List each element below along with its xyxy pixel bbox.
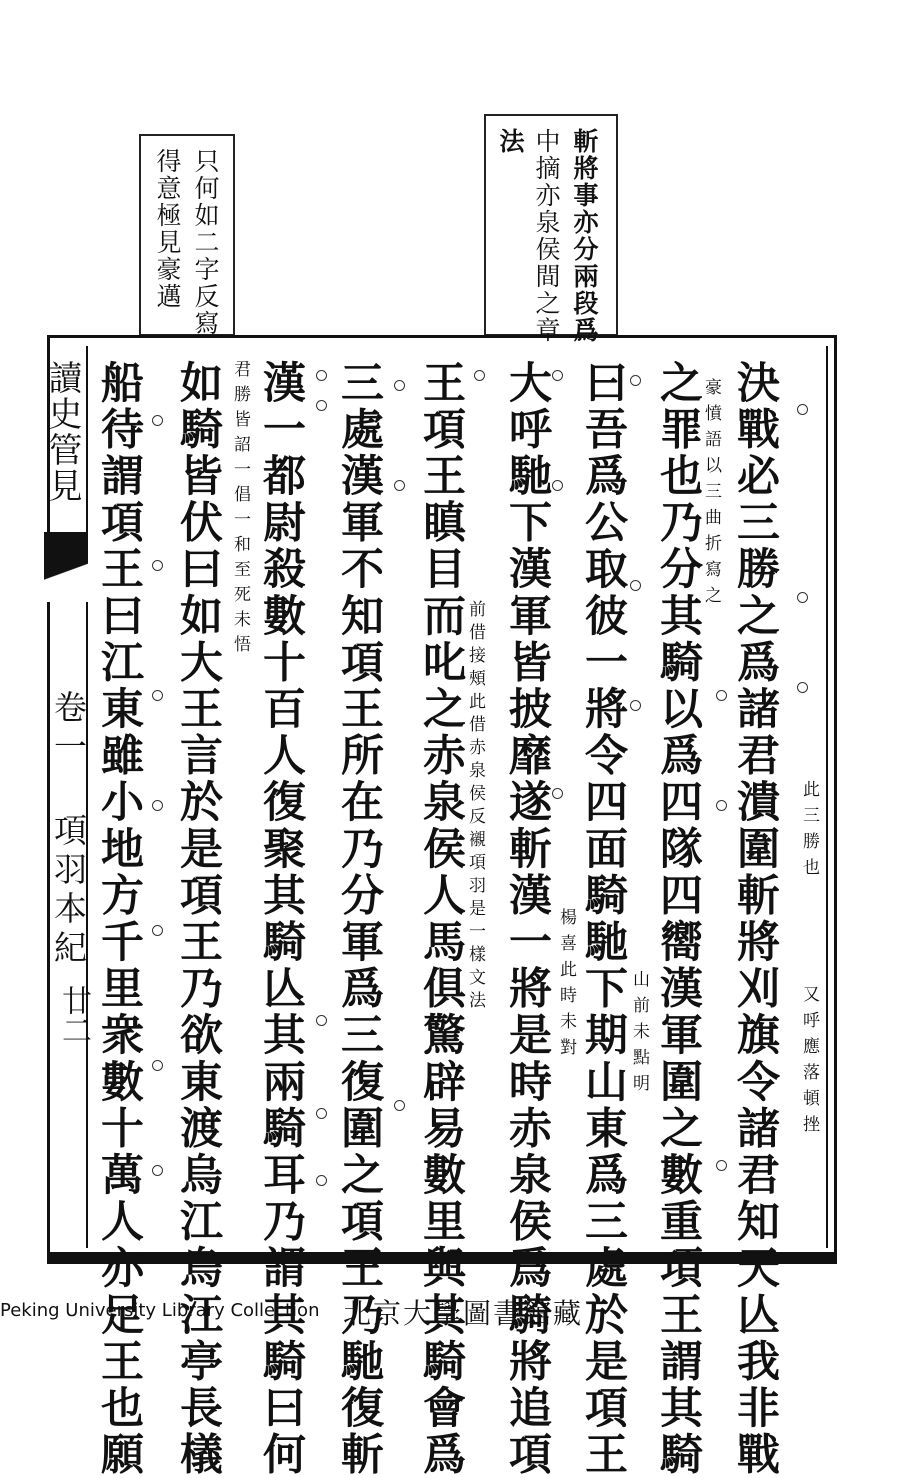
reading-mark-circle xyxy=(797,592,808,603)
note-chiquan-contrast: 前借接頰此借赤泉侯反襯項羽是一樣文法 xyxy=(465,600,485,1014)
reading-mark-circle xyxy=(316,1175,327,1186)
reading-mark-circle xyxy=(552,370,563,381)
note-yang-xi: 楊喜此時未對 xyxy=(556,908,576,1064)
collection-label-chinese: 北京大學圖書館藏 xyxy=(343,1297,584,1330)
text-column-3: 曰吾爲公取彼一將令四面騎馳下期山東爲三處於是項王 xyxy=(578,360,628,1478)
margin-section-title: 卷一 項羽本紀 xyxy=(49,690,88,969)
collection-label-english: Peking University Library Collection xyxy=(0,1300,320,1321)
reading-mark-circle xyxy=(630,580,641,591)
reading-mark-circle xyxy=(316,1015,327,1026)
head-note-left xyxy=(139,134,235,336)
page-number: 廿二 xyxy=(56,985,91,1045)
head-note-left-col2: 得意極見豪邁 xyxy=(153,148,182,310)
reading-mark-circle xyxy=(630,375,641,386)
note-heroic-words: 豪憤語以三曲折寫之 xyxy=(701,378,721,612)
note-three-victories: 此三勝也 xyxy=(799,780,819,884)
note-one-sings-one-echoes: 君勝皆詔一倡一和至死未悟 xyxy=(230,360,250,660)
text-column-1: 決戰必三勝之爲諸君潰圍斬將刈旗令諸君知天亾我非戰 xyxy=(730,360,780,1478)
text-column-8: 如騎皆伏曰如大王言於是項王乃欲東渡烏江烏江亭長檥 xyxy=(173,360,223,1478)
text-column-6: 三處漢軍不知項王所在乃分軍爲三復圍之項王乃馳復斬 xyxy=(334,360,384,1478)
reading-mark-circle xyxy=(716,690,727,701)
reading-mark-circle xyxy=(316,400,327,411)
reading-mark-circle xyxy=(152,800,163,811)
reading-mark-circle xyxy=(152,415,163,426)
reading-mark-circle xyxy=(316,370,327,381)
text-column-2: 之罪也乃分其騎以爲四隊四嚮漢軍圍之數重項王謂其騎 xyxy=(653,360,703,1478)
reading-mark-circle xyxy=(394,380,405,391)
text-column-9: 船待謂項王曰江東雖小地方千里衆數十萬人亦足王也願 xyxy=(94,360,144,1478)
head-note-left-col1: 只何如二字反寫 xyxy=(191,148,220,337)
reading-mark-circle xyxy=(152,560,163,571)
head-note-right xyxy=(484,114,618,344)
reading-mark-circle xyxy=(152,690,163,701)
text-column-5: 王項王瞋目而叱之赤泉侯人馬俱驚辟易數里與其騎會爲 xyxy=(416,360,466,1478)
reading-mark-circle xyxy=(152,1165,163,1176)
margin-book-title: 讀史管見 xyxy=(42,360,82,504)
reading-mark-circle xyxy=(152,925,163,936)
reading-mark-circle xyxy=(630,700,641,711)
reading-mark-circle xyxy=(552,788,563,799)
reading-mark-circle xyxy=(797,682,808,693)
note-mountain: 山前未點明 xyxy=(629,970,649,1100)
reading-mark-circle xyxy=(152,1060,163,1071)
reading-mark-circle xyxy=(474,370,485,381)
head-note-right-col3: 法 xyxy=(496,128,525,155)
reading-mark-circle xyxy=(716,1160,727,1171)
note-echo-cadence: 又呼應落頓挫 xyxy=(799,985,819,1141)
reading-mark-circle xyxy=(552,480,563,491)
reading-mark-circle xyxy=(716,800,727,811)
reading-mark-circle xyxy=(394,480,405,491)
margin-fishtail-mark xyxy=(44,532,88,602)
reading-mark-circle xyxy=(316,1108,327,1119)
head-note-right-col1: 斬將事亦分兩段爲 xyxy=(570,128,599,344)
text-column-4: 大呼馳下漢軍皆披靡遂斬漢一將是時赤泉侯爲騎將追項 xyxy=(502,360,552,1478)
head-note-right-col2: 中摘亦泉侯間之章 xyxy=(532,128,561,344)
text-column-7: 漢一都尉殺數十百人復聚其騎亾其兩騎耳乃謂其騎曰何 xyxy=(256,360,306,1478)
reading-mark-circle xyxy=(394,1100,405,1111)
reading-mark-circle xyxy=(797,404,808,415)
